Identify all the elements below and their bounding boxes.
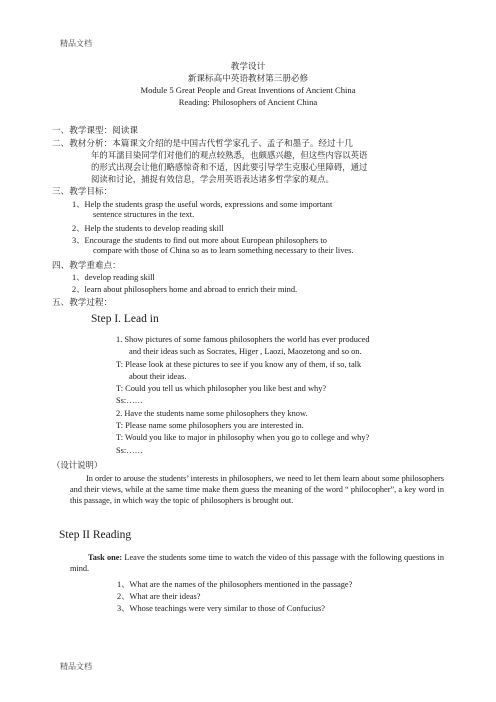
title-line-3: Module 5 Great People and Great Inventions of Ancient China: [140, 85, 356, 95]
question-1: 1、What are the names of the philosophers mentioned in the passage?: [117, 580, 353, 589]
step-1-item-2: 2. Have the students name some philosophers they know.: [116, 409, 308, 418]
title-line-2: 新课标高中英语教材第三册必修: [187, 73, 309, 83]
objective-2: 2、Help the students to develop reading skill: [72, 224, 224, 233]
task-one-label: Task one:: [88, 553, 123, 562]
section-2-line-4: 阅读和讨论，捕捉有效信息，学会用英语表达诸多哲学家的观点。: [91, 175, 334, 184]
objective-1-line-1: 1、Help the students grasp the useful words, expressions and some important: [72, 200, 333, 209]
teacher-line-3: T: Please name some philosophers you are interested in.: [116, 421, 304, 430]
section-2-line-3: 的形式出现会让他们略感惊奇和不适，因此要引导学生克服心里障碍，通过: [91, 163, 368, 172]
objective-3-line-2: compare with those of China so as to learn something necessary to their lives.: [93, 246, 354, 255]
students-line-1: Ss:……: [116, 396, 143, 405]
design-note-paragraph: In order to arouse the students’ interests in philosophers, we need to let them learn about some philosophers and their views, while at the same time make them guess the meaning of the word “ philocopher”, a key word in this passage, in which way the topic of philosophers is brought out.: [70, 474, 444, 506]
section-2-line-2: 年的耳濡目染同学们对他们的观点较熟悉，也颇感兴趣，但这些内容以英语: [91, 151, 368, 160]
section-4-heading: 四、教学重难点：: [52, 260, 121, 270]
step-2-heading: Step II Reading: [59, 529, 132, 541]
title-line-1: 教学设计: [230, 61, 266, 71]
step-1-item-1-line-1: 1. Show pictures of some famous philosophers the world has ever produced: [116, 335, 370, 344]
section-3-heading: 三、教学目标：: [52, 186, 113, 196]
teacher-line-2: T: Could you tell us which philosopher you like best and why?: [116, 384, 327, 393]
task-one-text: Leave the students some time to watch the video of this passage with the following questions in mind.: [70, 553, 445, 574]
design-note-label: （设计说明）: [52, 461, 103, 470]
teacher-line-1b: about their ideas.: [129, 372, 187, 381]
section-2-line-1: 二、教材分析：本篇课文介绍的是中国古代哲学家孔子、孟子和墨子。经过十几: [52, 138, 353, 148]
section-5-heading: 五、教学过程：: [52, 297, 113, 307]
step-1-item-1-line-2: and their ideas such as Socrates, Higer , Laozi, Maozetong and so on.: [129, 347, 362, 356]
title-line-4: Reading: Philosophers of Ancient China: [178, 97, 318, 107]
question-2: 2、What are their ideas?: [117, 592, 201, 601]
task-one-paragraph: [70, 552, 444, 574]
page-footer: 精品文档: [60, 662, 92, 671]
teacher-line-4: T: Would you like to major in philosophy when you go to college and why?: [116, 433, 370, 442]
step-1-heading: Step I. Lead in: [91, 313, 159, 325]
key-point-2: 2、learn about philosophers home and abroad to enrich their mind.: [72, 285, 298, 294]
objective-3-line-1: 3、Encourage the students to find out more about European philosophers to: [72, 236, 327, 245]
objective-1-line-2: sentence structures in the text.: [93, 210, 195, 219]
section-1-heading: 一、教学课型：阅读课: [52, 125, 138, 135]
teacher-line-1a: T: Please look at these pictures to see if you know any of them, if so, talk: [116, 360, 362, 369]
key-point-1: 1、develop reading skill: [72, 273, 155, 282]
students-line-2: Ss:……: [116, 446, 143, 455]
question-3: 3、Whose teachings were very similar to those of Confucius?: [117, 604, 325, 613]
page-header: 精品文档: [60, 39, 92, 48]
